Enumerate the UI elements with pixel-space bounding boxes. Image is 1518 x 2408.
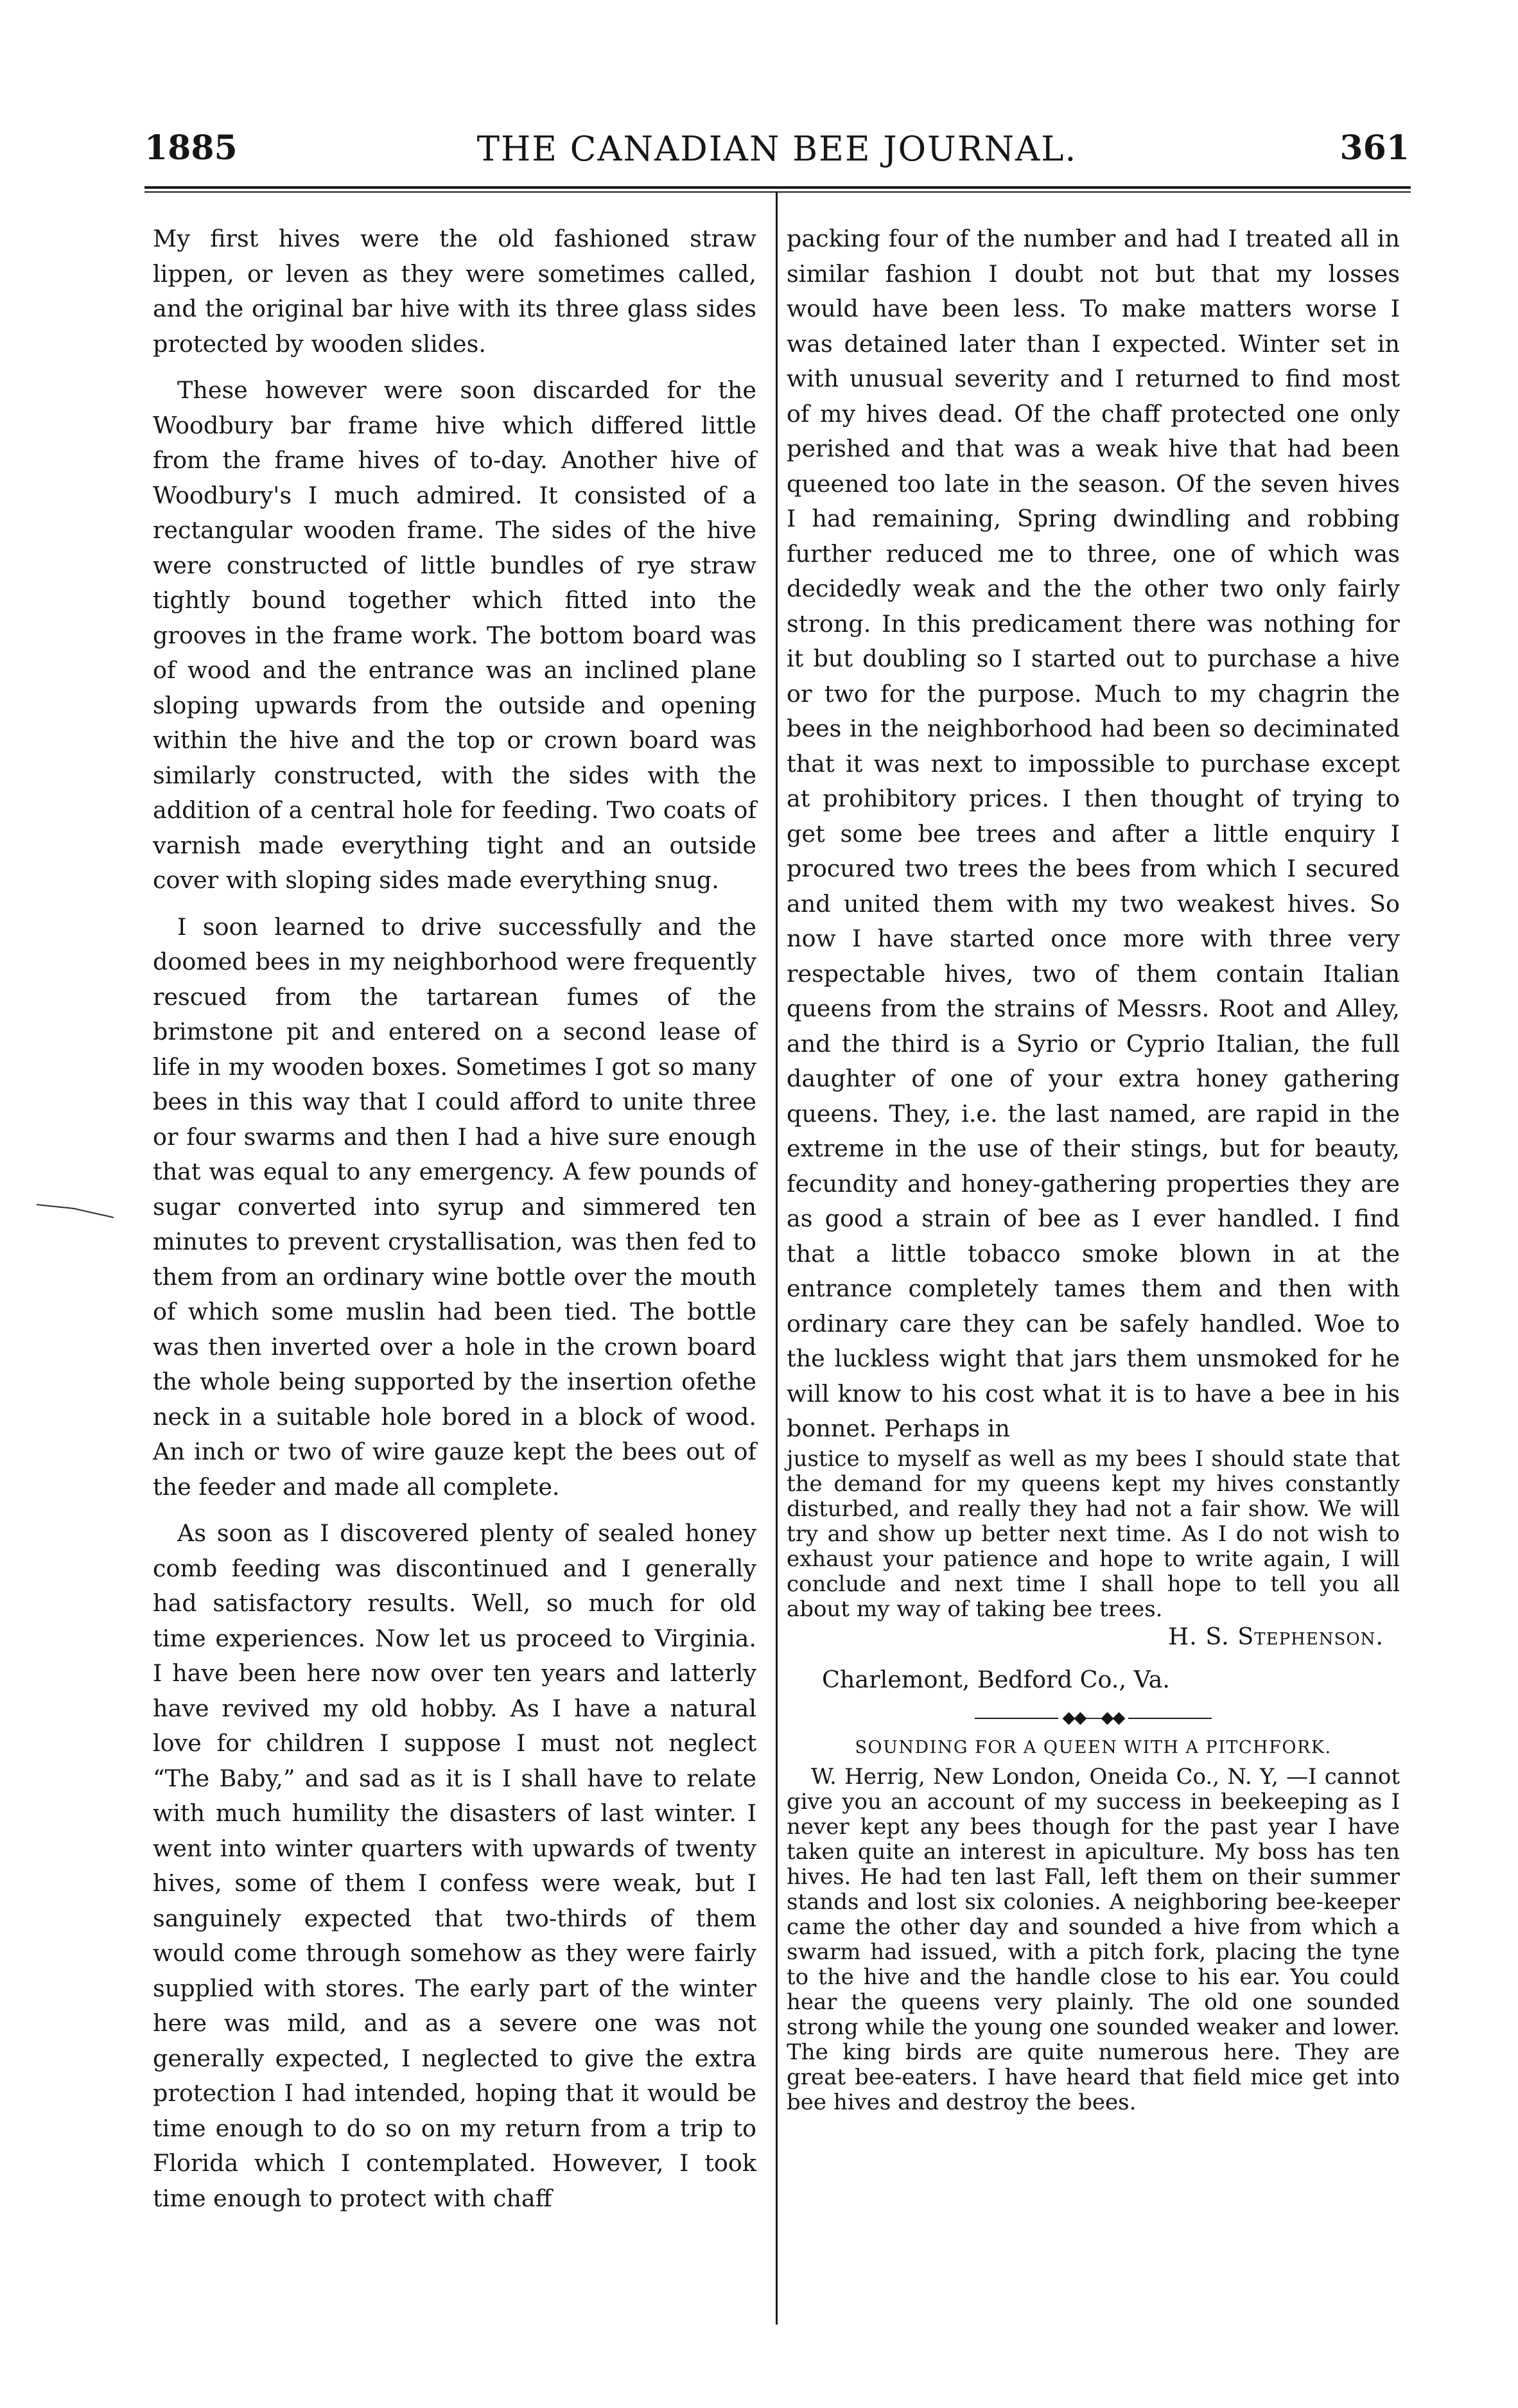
- signature-place: Charlemont, Bedford Co., Va.: [822, 1665, 1171, 1693]
- margin-pen-mark: [35, 1200, 116, 1219]
- section-heading: SOUNDING FOR A QUEEN WITH A PITCHFORK.: [855, 1737, 1332, 1758]
- ornament-rule-left: [975, 1718, 1058, 1719]
- paragraph-5: packing four of the number and had I treated all in similar fashion I doubt not but that my losses would have been less. To make matters worse I was detained later than I expected. Winter set in with unusual severity and I returned to find most of my hives dead. Of the chaff protected one only perished and that was a weak hive that had been queened too late in the season. Of the seven hives I had remaining, Spring dwindling and robbing further reduced me to three, one of which was decidedly weak and the the other two only fairly strong. In this predicament there was nothing for it but doubling so I started out to purchase a hive or two for the purpose. Much to my chagrin the bees in the neighborhood had been so deciminated that it was next to impossible to purchase except at prohibitory prices. I then thought of trying to get some bee trees and after a little enquiry I procured two trees the bees from which I secured and united them with my two weakest hives. So now I have started once more with three very respectable hives, two of them contain Italian queens from the strains of Messrs. Root and Alley, and the third is a Syrio or Cyprio Italian, the full daughter of one of your extra honey gathering queens. They, i.e. the last named, are rapid in the extreme in the use of their stings, but for beauty, fecundity and honey-gathering properties they are as good a strain of bee as I ever handled. I find that a little tobacco smoke blown in at the entrance completely tames them and then with ordinary care they can be safely handled. Woe to the luckless wight that jars them unsmoked for he will know to his cost what it is to have a bee in his bonnet. Perhaps in: [787, 225, 1400, 1442]
- page-number: 361: [1339, 128, 1409, 168]
- paragraph-4: As soon as I discovered plenty of sealed honey comb feeding was discontinued and I generally had satisfactory results. Well, so much for old time experiences. Now let us proceed to Virginia. I have been here now over ten years and latterly have revived my old hobby. As I have a natural love for children I suppose I must not neglect “The Baby,” and sad as it is I shall have to relate with much humility the disasters of last winter. I went into winter quarters with upwards of twenty hives, some of them I confess were weak, but I sanguinely expected that two-thirds of them would come through somehow as they were fairly supplied with stores. The early part of the winter here was mild, and as a severe one was not generally expected, I neglected to give the extra protection I had intended, hoping that it would be time enough to do so on my return from a trip to Florida which I contemplated. However, I took time enough to protect with chaff: [153, 1519, 756, 2212]
- right-column: [787, 222, 1400, 2115]
- paragraph-3: I soon learned to drive successfully and the doomed bees in my neighborhood were frequently rescued from the tartarean fumes of the brimstone pit and entered on a second lease of life in my wooden boxes. Sometimes I got so many bees in this way that I could afford to unite three or four swarms and then I had a hive sure enough that was equal to any emergency. A few pounds of sugar converted into syrup and simmered ten minutes to prevent crystallisation, was then fed to them from an ordinary wine bottle over the mouth of which some muslin had been tied. The bottle was then inverted over a hole in the crown board the whole being supported by the insertion ofethe neck in a suitable hole bored in a block of wood. An inch or two of wire gauze kept the bees out of the feeder and made all complete.: [153, 912, 756, 1501]
- journal-title: THE CANADIAN BEE JOURNAL.: [476, 130, 1077, 169]
- ornament-glyphs: ◆◆—◆◆: [1062, 1707, 1124, 1727]
- page-header: [144, 122, 1409, 180]
- left-column: [153, 222, 756, 2228]
- signature-name: H. S. Stephenson.: [1168, 1622, 1384, 1650]
- paragraph-6: justice to myself as well as my bees I should state that the demand for my queens kept my hives constantly disturbed, and really they had not a fair show. We will try and show up better next time. As I do not wish to exhaust your patience and hope to write again, I will conclude and next time I shall hope to tell you all about my way of taking bee trees.: [787, 1445, 1400, 1622]
- paragraph-1: My first hives were the old fashioned straw lippen, or leven as they were sometimes called, and the original bar hive with its three glass sides protected by wooden slides.: [153, 225, 756, 358]
- ornament-rule-right: [1128, 1718, 1212, 1719]
- section-ornament: [787, 1708, 1400, 1727]
- section-paragraph: W. Herrig, New London, Oneida Co., N. Y, —I cannot give you an account of my success in beekeeping as I never kept any bees though for the past year I have taken quite an interest in apiculture. My boss has ten hives. He had ten last Fall, left them on their summer stands and lost six colonies. A neighboring bee-keeper came the other day and sounded a hive from which a swarm had issued, with a pitch fork, placing the tyne to the hive and the handle close to his ear. You could hear the queens very plainly. The old one sounded strong while the young one sounded weaker and lower. The king birds are quite numerous here. They are great bee-eaters. I have heard that field mice get into bee hives and destroy the bees.: [787, 1763, 1400, 2115]
- paragraph-2: These however were soon discarded for the Woodbury bar frame hive which differed little from the frame hives of to-day. Another hive of Woodbury's I much admired. It consisted of a rectangular wooden frame. The sides of the hive were constructed of little bundles of rye straw tightly bound together which fitted into the grooves in the frame work. The bottom board was of wood and the entrance was an inclined plane sloping upwards from the outside and opening within the hive and the top or crown board was similarly constructed, with the sides with the addition of a central hole for feeding. Two coats of varnish made everything tight and an outside cover with sloping sides made everything snug.: [153, 376, 756, 894]
- header-year: 1885: [144, 128, 238, 168]
- header-rule: [144, 186, 1411, 189]
- column-divider: [776, 193, 778, 2325]
- header-rule-thin: [144, 191, 1411, 193]
